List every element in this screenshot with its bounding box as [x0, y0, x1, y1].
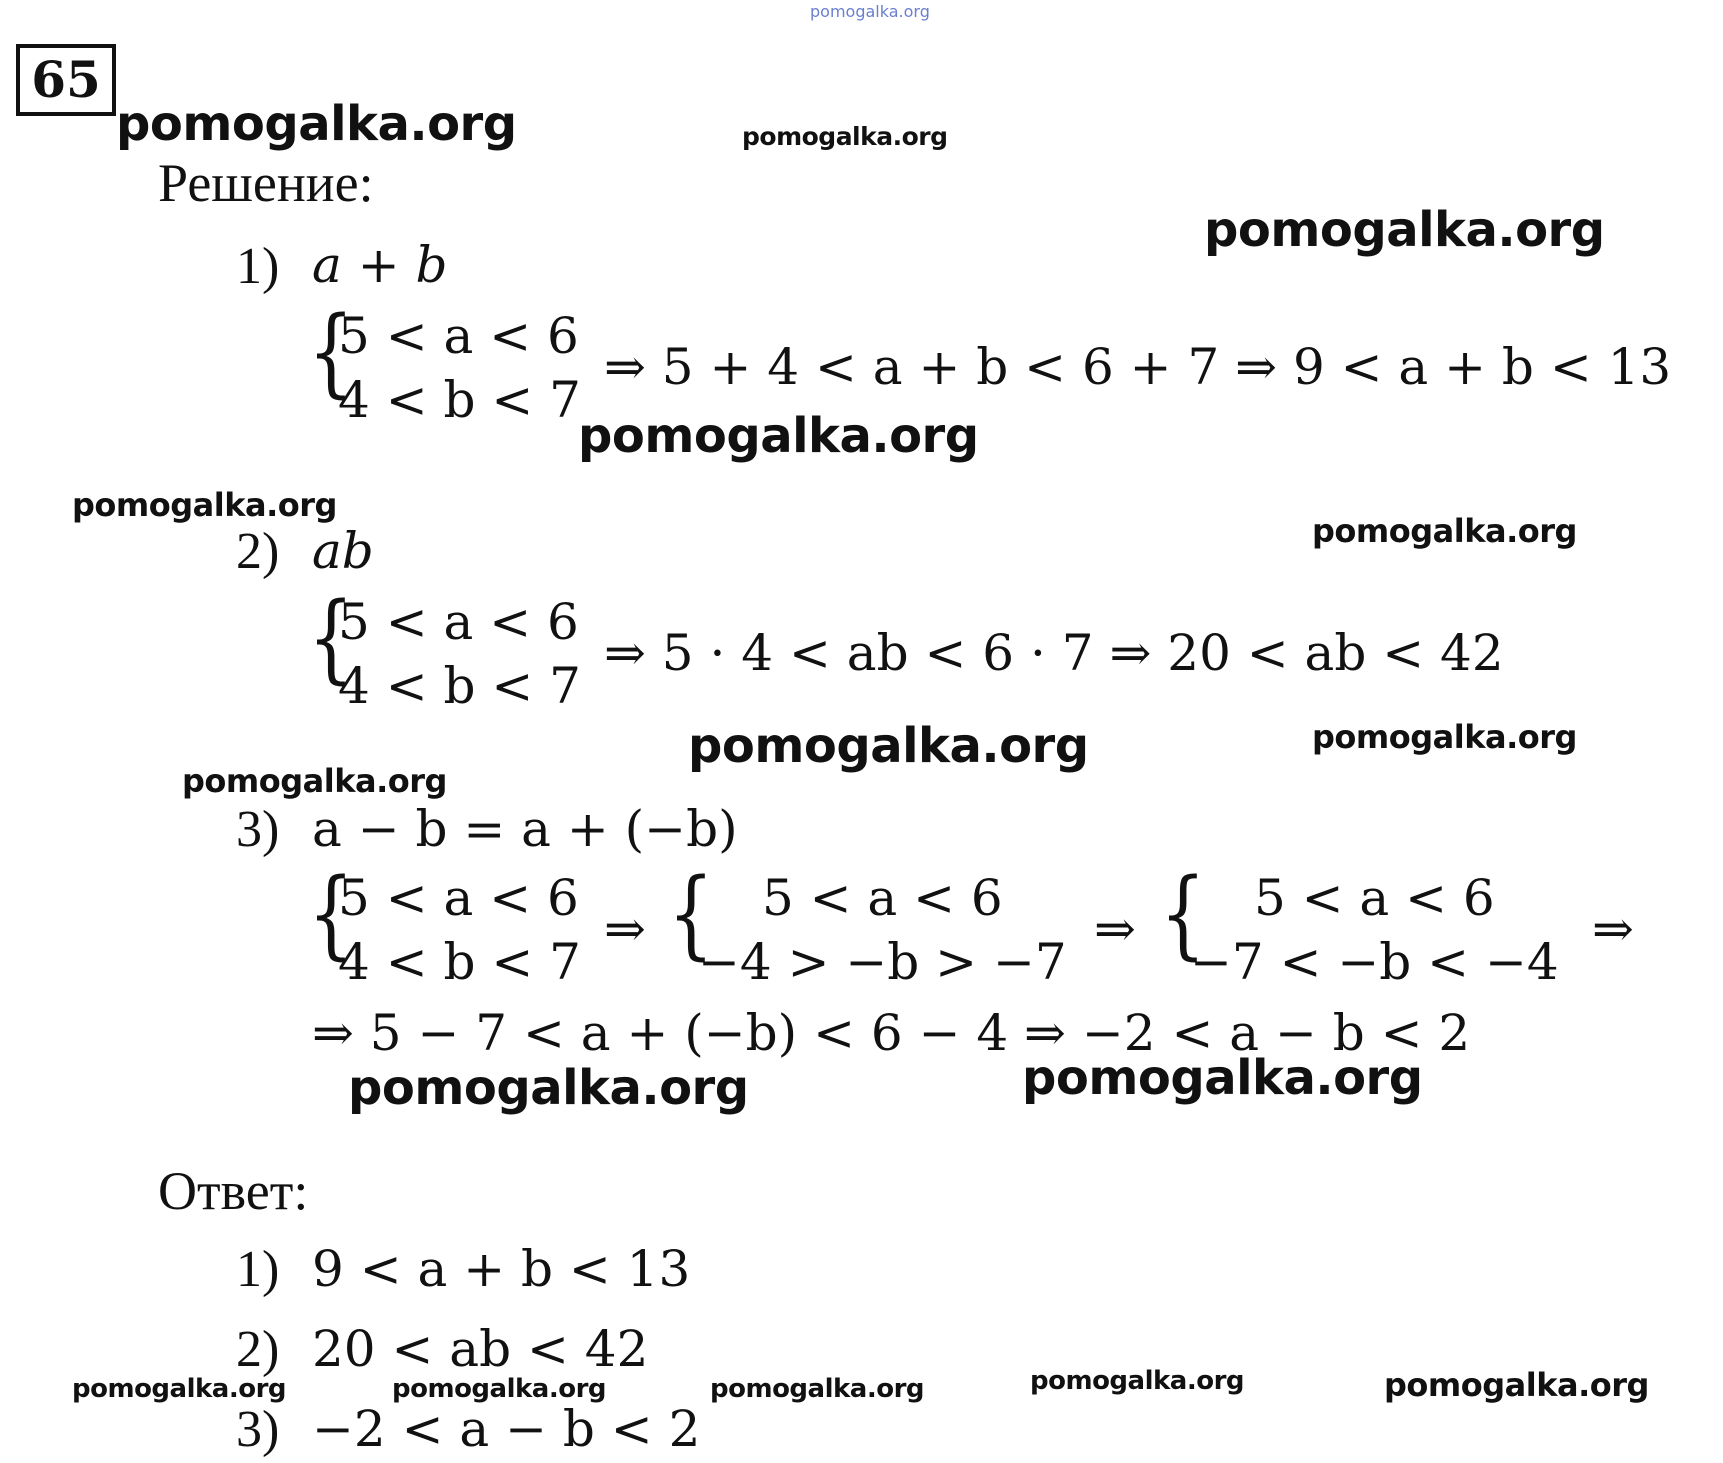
item-3-arrow-2: ⇒ — [1094, 900, 1136, 958]
item-3-brace-1: { — [308, 858, 354, 970]
watermark-1: pomogalka.org — [116, 96, 517, 152]
answer-3-label: 3) — [236, 1401, 280, 1458]
watermark-4: pomogalka.org — [578, 408, 979, 464]
item-1-system — [338, 304, 581, 432]
answer-1-label: 1) — [236, 1241, 280, 1298]
item-3-arrow-3: ⇒ — [1592, 900, 1634, 958]
item-1-brace: { — [308, 296, 354, 408]
watermark-9: pomogalka.org — [182, 762, 447, 800]
watermark-5: pomogalka.org — [72, 486, 337, 524]
item-2-label: 2) — [236, 523, 280, 580]
item-3-brace-3: { — [1160, 858, 1206, 970]
watermark-7: pomogalka.org — [688, 718, 1089, 774]
watermark-3: pomogalka.org — [1204, 202, 1605, 258]
item-2-result: ⇒ 5 · 4 < ab < 6 · 7 ⇒ 20 < ab < 42 — [604, 624, 1504, 682]
item-2-brace: { — [308, 582, 354, 694]
watermark-16: pomogalka.org — [1384, 1366, 1649, 1404]
answer-3-value: −2 < a − b < 2 — [312, 1400, 701, 1458]
item-3-result: ⇒ 5 − 7 < a + (−b) < 6 − 4 ⇒ −2 < a − b < 2 — [312, 1004, 1471, 1062]
item-3-system-2-line-2: −4 > −b > −7 — [698, 933, 1067, 991]
item-3-arrow-1: ⇒ — [604, 900, 646, 958]
watermark-15: pomogalka.org — [1030, 1366, 1245, 1396]
item-2-system-line-1: 5 < a < 6 — [338, 593, 579, 651]
solution-heading: Решение: — [158, 153, 374, 213]
item-2-expression: ab — [312, 522, 374, 580]
item-3-brace-2: { — [668, 858, 714, 970]
item-1-system-line-2: 4 < b < 7 — [338, 371, 581, 429]
answer-heading: Ответ: — [158, 1161, 309, 1221]
item-2-system — [338, 590, 581, 718]
watermark-10: pomogalka.org — [348, 1060, 749, 1116]
watermark-12: pomogalka.org — [72, 1374, 287, 1404]
watermark-14: pomogalka.org — [710, 1374, 925, 1404]
item-3-expression: a − b = a + (−b) — [312, 800, 738, 858]
item-3-system-2 — [698, 866, 1067, 994]
item-3-system-3-line-1: 5 < a < 6 — [1253, 869, 1495, 927]
answer-2-label: 2) — [236, 1321, 280, 1378]
item-3-system-3-line-2: −7 < −b < −4 — [1190, 933, 1559, 991]
item-3-system-1-line-2: 4 < b < 7 — [338, 933, 581, 991]
watermark-6: pomogalka.org — [1312, 512, 1577, 550]
watermark-8: pomogalka.org — [1312, 718, 1577, 756]
watermark-2: pomogalka.org — [742, 122, 948, 151]
answer-1-value: 9 < a + b < 13 — [312, 1240, 691, 1298]
watermark-13: pomogalka.org — [392, 1374, 607, 1404]
answer-2-value: 20 < ab < 42 — [312, 1320, 649, 1378]
watermark-top: pomogalka.org — [810, 2, 930, 21]
item-3-system-1 — [338, 866, 581, 994]
item-3-system-1-line-1: 5 < a < 6 — [338, 869, 579, 927]
item-3-system-2-line-1: 5 < a < 6 — [761, 869, 1003, 927]
watermark-11: pomogalka.org — [1022, 1050, 1423, 1106]
item-3-label: 3) — [236, 801, 280, 858]
item-1-expression: a + b — [312, 236, 448, 294]
item-2-system-line-2: 4 < b < 7 — [338, 657, 581, 715]
item-3-system-3 — [1190, 866, 1559, 994]
item-1-label: 1) — [236, 238, 280, 295]
problem-number-badge: 65 — [16, 44, 116, 116]
item-1-system-line-1: 5 < a < 6 — [338, 307, 579, 365]
item-1-result: ⇒ 5 + 4 < a + b < 6 + 7 ⇒ 9 < a + b < 13 — [604, 338, 1672, 396]
